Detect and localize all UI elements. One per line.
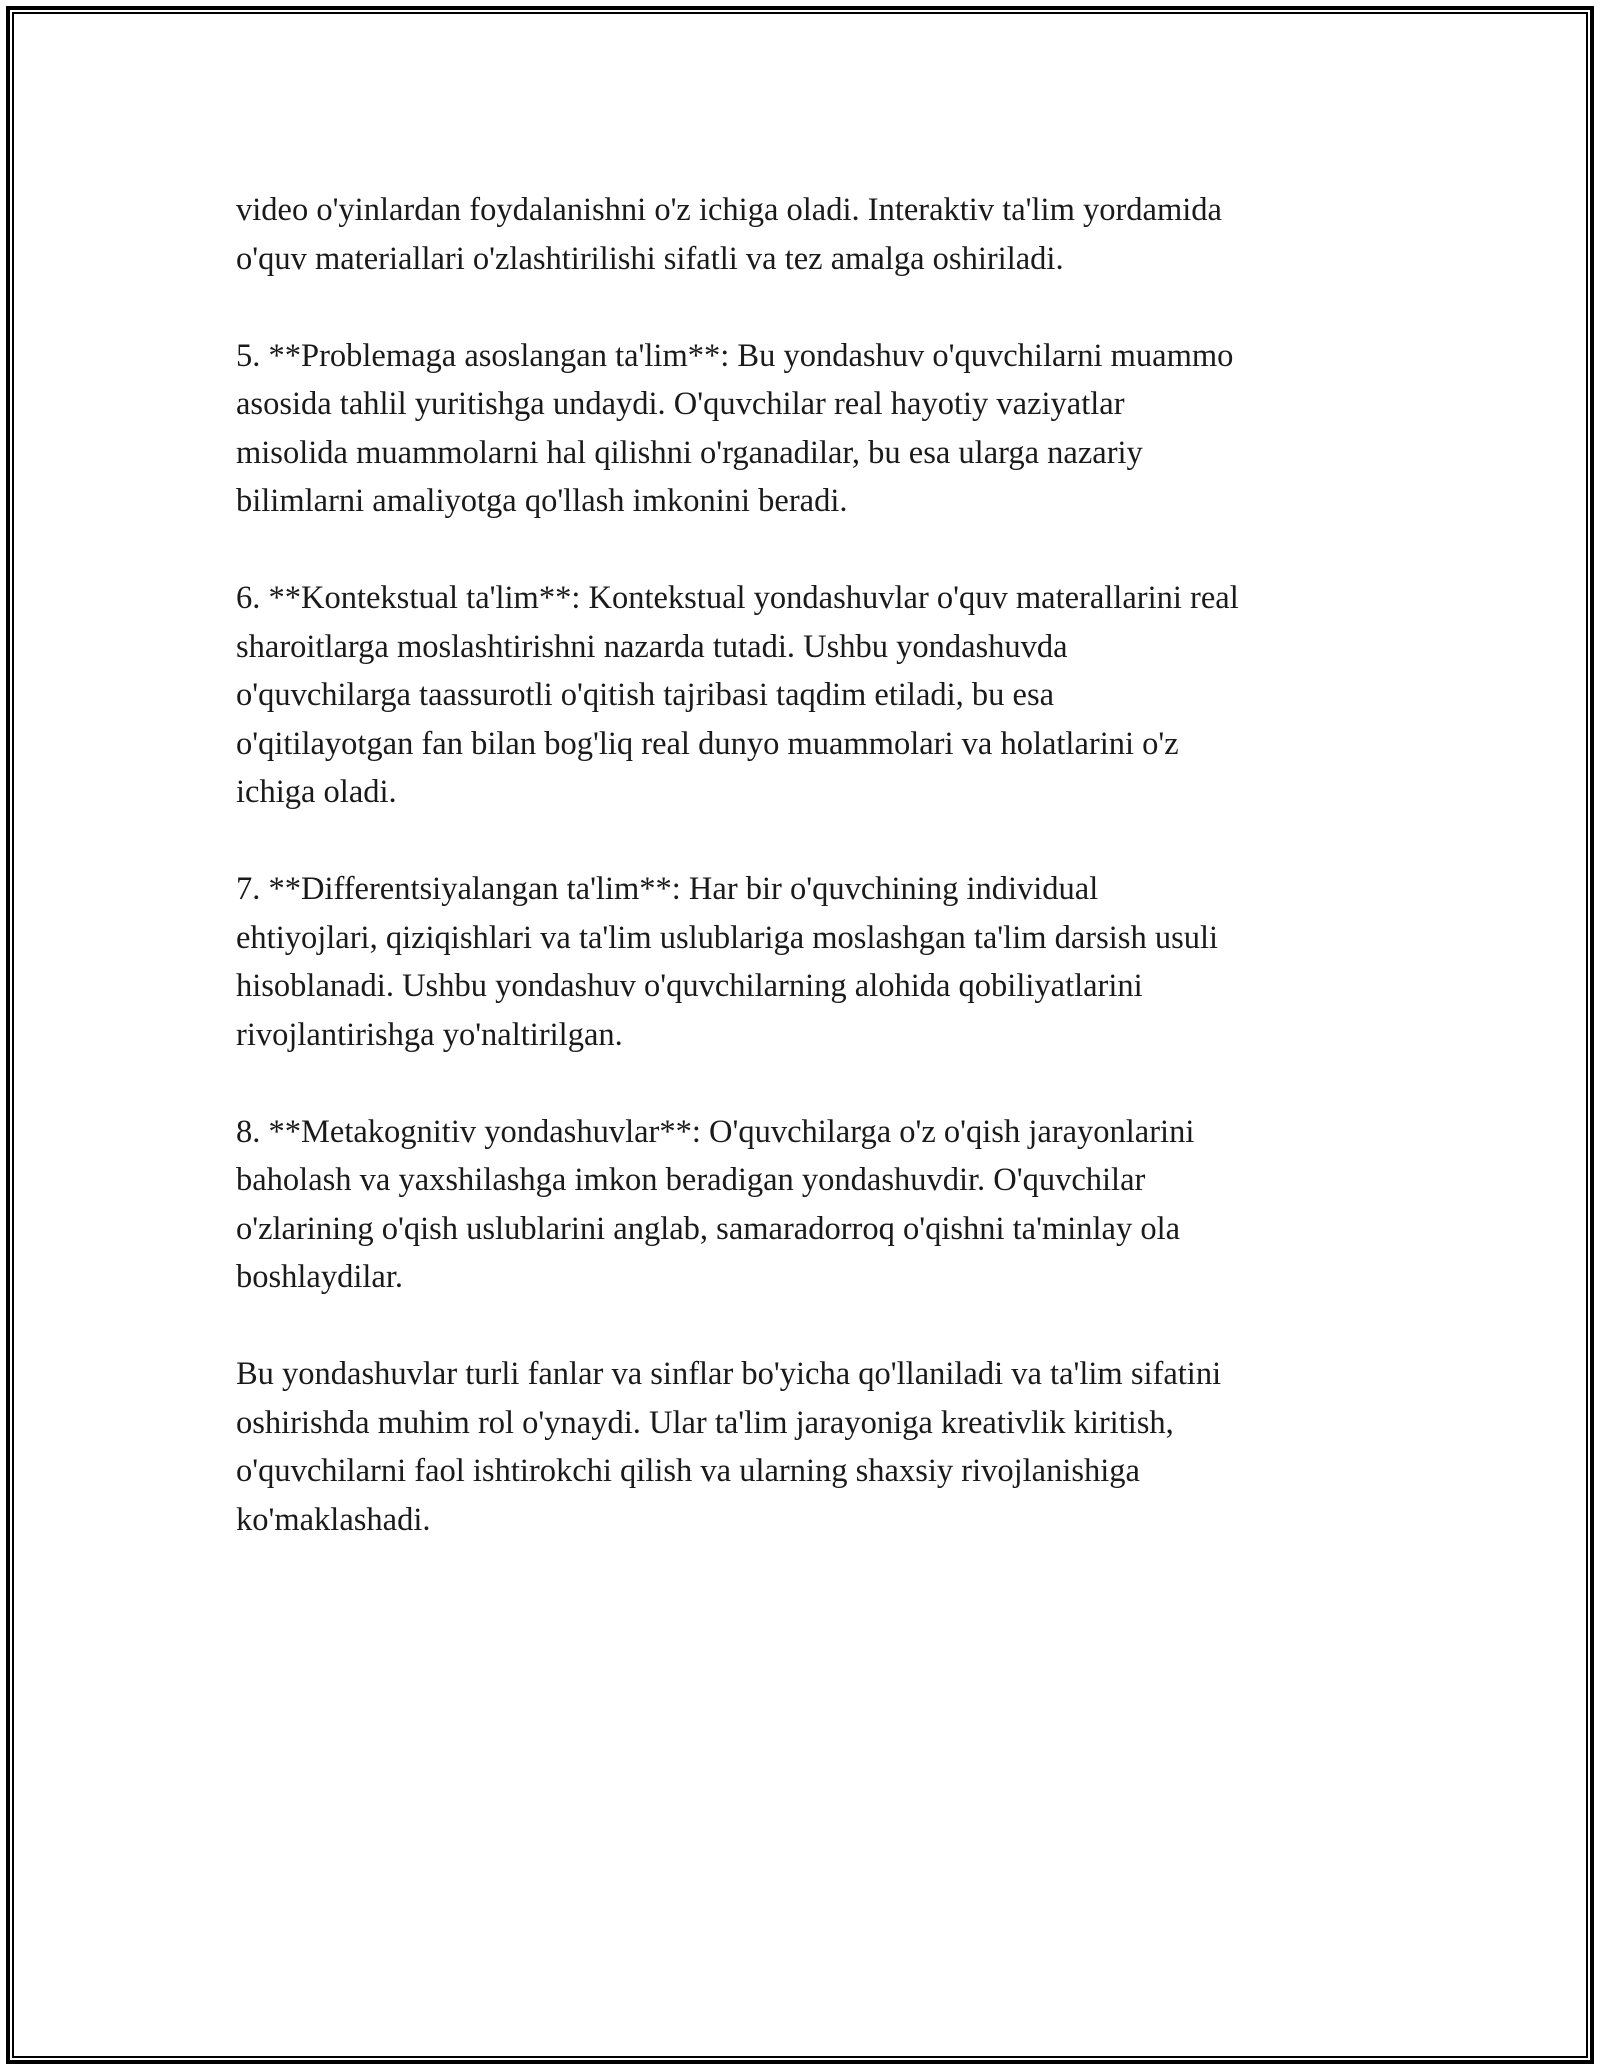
- text-line: o'qitilayotgan fan bilan bog'liq real dunyo muammolari va holatlarini o'z: [236, 725, 1179, 762]
- text-line: o'quvchilarga taassurotli o'qitish tajribasi taqdim etiladi, bu esa: [236, 677, 1055, 713]
- text-line: Bu yondashuvlar turli fanlar va sinflar bo'yicha qo'llaniladi va ta'lim sifatini: [236, 1356, 1222, 1392]
- text-line: o'zlarining o'qish uslublarini anglab, samaradorroq o'qishni ta'minlay ola: [236, 1210, 1181, 1247]
- document-body: [236, 186, 1386, 1593]
- paragraph-item-5-problem-based: [236, 332, 1386, 526]
- text-line: ko'maklashadi.: [236, 1501, 431, 1538]
- paragraph-interactive-continuation: [236, 186, 1386, 283]
- text-line: o'quv materiallari o'zlashtirilishi sifatli va tez amalga oshiriladi.: [236, 240, 1064, 277]
- text-line: sharoitlarga moslashtirishni nazarda tutadi. Ushbu yondashuvda: [236, 628, 1068, 665]
- text-line: ichiga oladi.: [236, 774, 397, 810]
- text-line: 5. **Problemaga asoslangan ta'lim**: Bu yondashuv o'quvchilarni muammo: [236, 337, 1234, 374]
- paragraph-item-8-metacognitive: [236, 1108, 1386, 1302]
- text-line: oshirishda muhim rol o'ynaydi. Ular ta'lim jarayoniga kreativlik kiritish,: [236, 1404, 1174, 1441]
- text-line: rivojlantirishga yo'naltirilgan.: [236, 1016, 623, 1053]
- text-line: baholash va yaxshilashga imkon beradigan yondashuvdir. O'quvchilar: [236, 1162, 1146, 1198]
- text-line: ehtiyojlari, qiziqishlari va ta'lim uslublariga moslashgan ta'lim darsish usuli: [236, 919, 1219, 956]
- text-line: 7. **Differentsiyalangan ta'lim**: Har bir o'quvchining individual: [236, 871, 1099, 907]
- text-line: asosida tahlil yuritishga undaydi. O'quvchilar real hayotiy vaziyatlar: [236, 386, 1125, 422]
- text-line: o'quvchilarni faol ishtirokchi qilish va ularning shaxsiy rivojlanishiga: [236, 1453, 1140, 1489]
- paragraph-item-7-differentiated: [236, 865, 1386, 1059]
- text-line: 8. **Metakognitiv yondashuvlar**: O'quvchilarga o'z o'qish jarayonlarini: [236, 1113, 1195, 1150]
- text-line: boshlaydilar.: [236, 1259, 403, 1295]
- text-line: hisoblanadi. Ushbu yondashuv o'quvchilarning alohida qobiliyatlarini: [236, 968, 1143, 1004]
- text-line: misolida muammolarni hal qilishni o'rganadilar, bu esa ularga nazariy: [236, 434, 1143, 471]
- paragraph-item-6-contextual: [236, 574, 1386, 817]
- paragraph-conclusion: [236, 1350, 1386, 1544]
- text-line: bilimlarni amaliyotga qo'llash imkonini beradi.: [236, 483, 848, 519]
- text-line: video o'yinlardan foydalanishni o'z ichiga oladi. Interaktiv ta'lim yordamida: [236, 192, 1222, 228]
- text-line: 6. **Kontekstual ta'lim**: Kontekstual yondashuvlar o'quv materallarini real: [236, 580, 1239, 616]
